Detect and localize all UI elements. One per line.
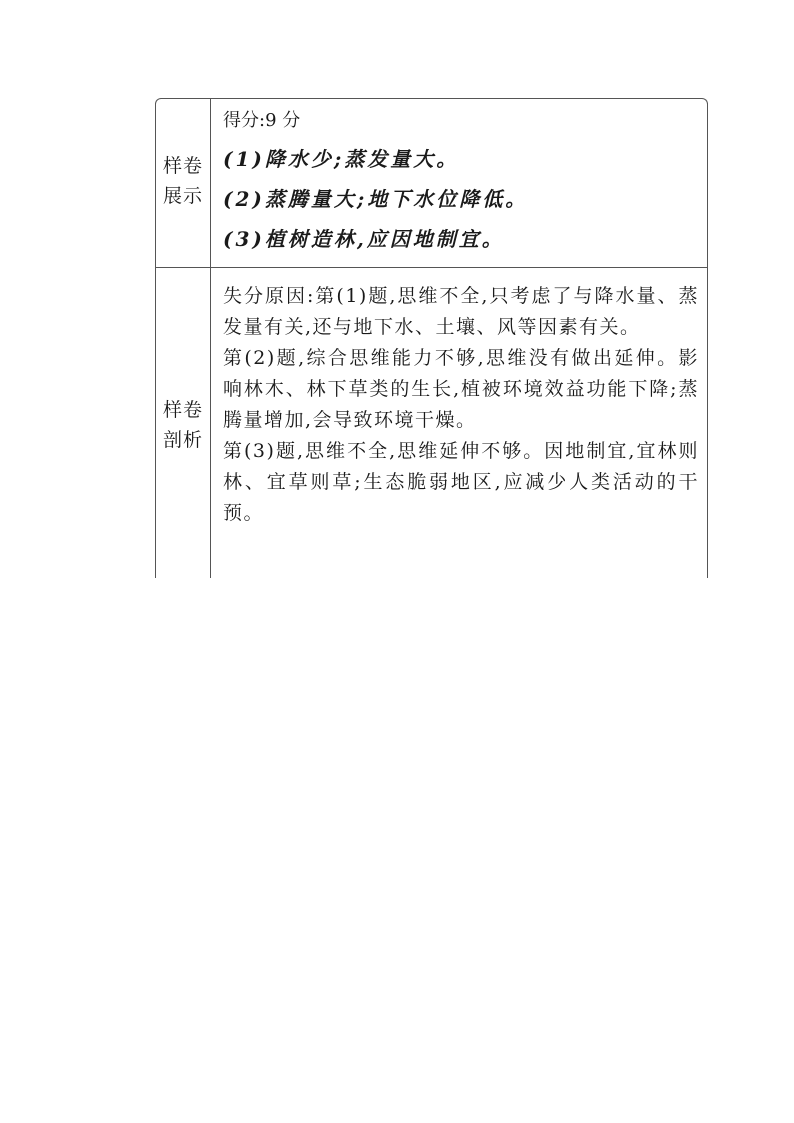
label-line: 展示	[162, 185, 203, 207]
row-divider	[156, 267, 707, 268]
handwritten-answer: (2)蒸腾量大;地下水位降低。	[223, 187, 529, 211]
label-line: 剖析	[162, 429, 203, 451]
column-divider	[210, 99, 211, 578]
analysis-paragraph: 第(2)题,综合思维能力不够,思维没有做出延伸。影响林木、林下草类的生长,植被环境效益功能下降;蒸腾量增加,会导致环境干燥。	[223, 347, 699, 431]
sample-display-cell	[223, 107, 703, 259]
sample-analysis-cell	[223, 281, 699, 529]
analysis-paragraph: 第(3)题,思维不全,思维延伸不够。因地制宜,宜林则林、宜草则草;生态脆弱地区,应减少人类活动的干预。	[223, 440, 699, 524]
label-line: 样卷	[162, 399, 203, 421]
handwritten-answer: (3)植树造林,应因地制宜。	[223, 227, 505, 251]
sample-analysis-label	[156, 395, 210, 455]
score-text: 得分:9 分	[223, 110, 301, 131]
analysis-table	[155, 98, 708, 578]
label-line: 样卷	[162, 155, 203, 177]
sample-display-label	[156, 151, 210, 211]
analysis-paragraph: 失分原因:第(1)题,思维不全,只考虑了与降水量、蒸发量有关,还与地下水、土壤、风等因素有关。	[223, 285, 699, 338]
handwritten-answer: (1)降水少;蒸发量大。	[223, 147, 460, 171]
